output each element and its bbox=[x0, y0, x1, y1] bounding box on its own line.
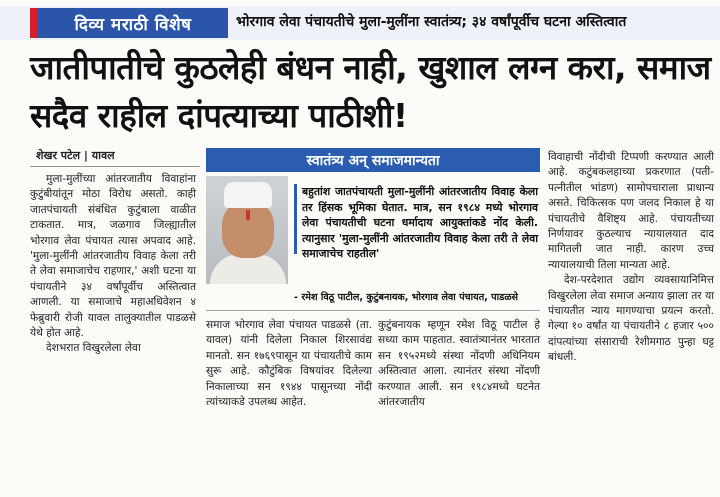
divider bbox=[206, 310, 540, 311]
kicker-headline: भोरगाव लेवा पंचायतीचे मुला-मुलींना स्वातंत्र्य; ३४ वर्षांपूर्वीच घटना अस्तित्वात bbox=[236, 14, 627, 30]
paragraph: कुटुंबनायक म्हणून रमेश विठू पाटील हे सध्या काम पाहतात. स्वातंत्र्यानंतर भारतात सन १९५२मध्ये संस्था नोंदणी अधिनियम अस्तित्वात आला. त्यानंतर संस्था नोंदणी करण्यात आली. सन १९८४मध्ये घटनेत आंतरजातीय bbox=[378, 319, 540, 409]
paragraph: देश-परदेशात उद्योग व्यवसायानिमित्त विखुरलेला लेवा समाज अन्याय झाला तर या पंचायतीत न्याय मागण्याचा प्रयत्न करतो. गेल्या १० वर्षांत या पंचायतीने ८ हजार ५०० दांपत्यांच्या संसाराची रेशीमगाठ पुन्हा घट्ट बांधली. bbox=[548, 274, 714, 364]
quote-attribution: - रमेश विठू पाटील, कुटुंबनायक, भोरगाव लेवा पंचायत, पाडळसे bbox=[294, 292, 518, 303]
paragraph: देशभरात विखुरलेला लेवा bbox=[46, 342, 141, 355]
article-column-4 bbox=[548, 150, 714, 470]
paragraph: समाज भोरगाव लेवा पंचायत पाडळसे (ता. यावल) यांनी दिलेला निकाल शिरसावंद्य मानतो. सन १७६९पासून या पंचायतीचे काम सुरू आहे. कौटुंबिक विषयांवर दिलेल्या निकालाच्या सन १९४४ पासूनच्या नोंदी त्यांच्याकडे उपलब्ध आहेत. bbox=[206, 319, 372, 409]
byline: शेखर पटेल | यावल bbox=[36, 149, 115, 162]
box-title: स्वातंत्र्य अन् समाजमान्यता bbox=[206, 148, 540, 172]
quote-bar bbox=[294, 184, 297, 254]
main-headline: जातीपातीचे कुठलेही बंधन नाही, खुशाल लग्न करा, समाज सदैव राहील दांपत्याच्या पाठीशी! bbox=[30, 48, 711, 135]
pull-quote: बहुतांश जातपंचायती मुला-मुलींनी आंतरजातीय विवाह केला तर हिंसक भूमिका घेतात. मात्र, सन १९८४ मध्ये भोरगाव लेवा पंचायतीची घटना धर्मादाय आयुक्तांकडे नोंद केली. त्यानुसार 'मुला-मुलींनी आंतरजातीय विवाह केला तरी ते लेवा समाजाचेच राहतील' bbox=[302, 185, 538, 261]
divider bbox=[30, 166, 200, 167]
section-label: दिव्य मराठी विशेष bbox=[38, 8, 228, 38]
paragraph: विवाहाची नोंदीची टिप्पणी करण्यात आली आहे. कटुंबकलहाच्या प्रकरणात (पती-पत्नीतील भांडण) सामोपचाराला प्राधान्य असते. चिकित्सक पण जलद निकाल हे या पंचायतीचे वैशिष्ट्य आहे. पंचायतीच्या निर्णयावर कुठल्याच न्यायालयात दाद मागितली जात नाही. कारण उच्च न्यायालयाची तिला मान्यता आहे. bbox=[548, 151, 714, 271]
article-column-1 bbox=[30, 172, 196, 472]
paragraph: मुला-मुलींच्या आंतरजातीय विवाहांना कुटुंबीयांतून मोठा विरोध असतो. काही जातपंचायती संबंधित कुटुंबाला वाळीत टाकतात. मात्र, जळगाव जिल्ह्यातील भोरगाव लेवा पंचायत त्यास अपवाद आहे. 'मुला-मुलींनी आंतरजातीय विवाह केला तरी ते लेवा समाजाचेच राहणार,' अशी घटना या पंचायतीने ३४ वर्षांपूर्वीच अस्तित्वात आणली. या समाजाचे महाअधिवेशन ४ फेब्रुवारी रोजी यावल तालुक्यातील पाडळसे येथे होत आहे. bbox=[30, 173, 196, 340]
article-column-3 bbox=[378, 318, 540, 468]
article-column-2 bbox=[206, 318, 372, 468]
portrait-photo bbox=[206, 176, 288, 284]
